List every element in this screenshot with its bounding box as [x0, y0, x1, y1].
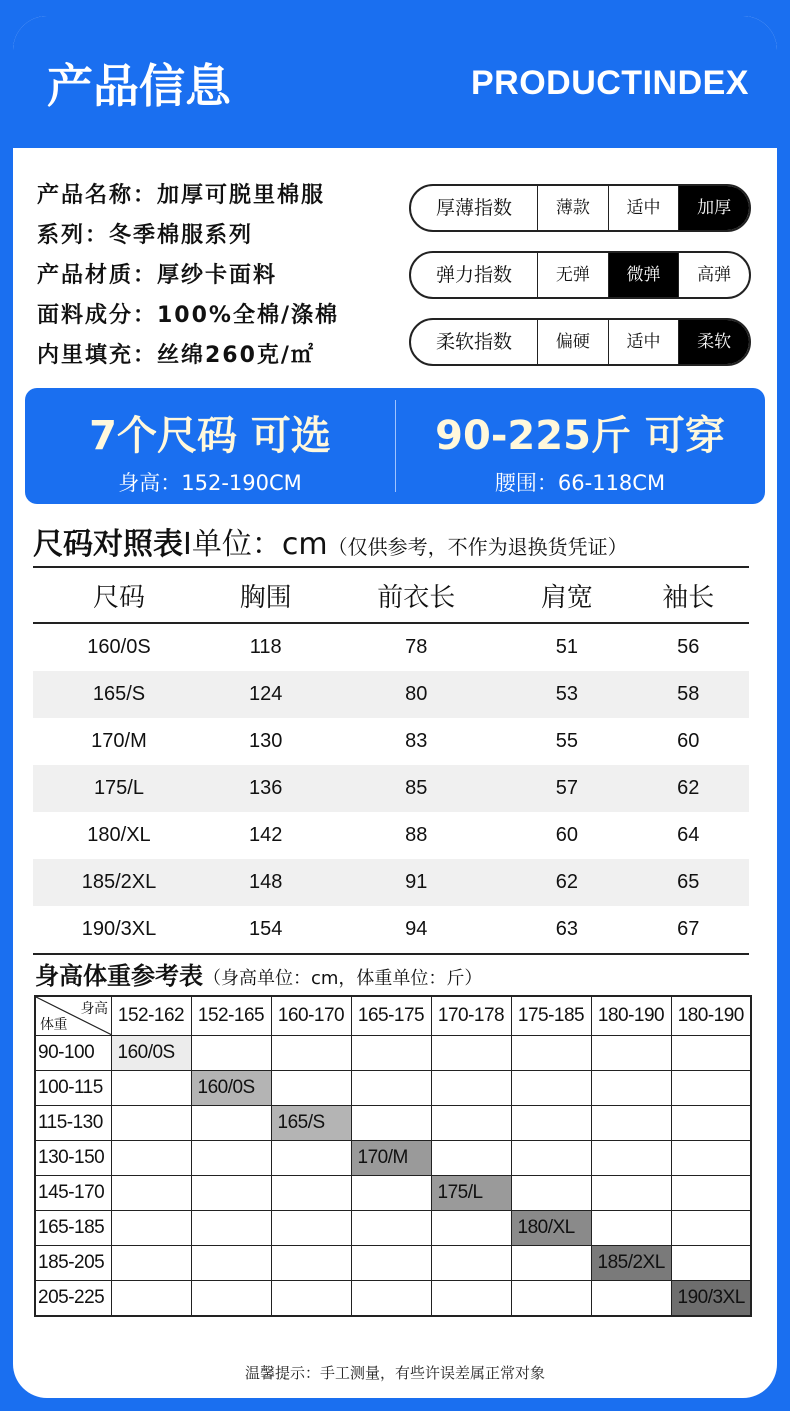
- size-cell: 190/3XL: [671, 1281, 751, 1317]
- empty-cell: [271, 1141, 351, 1176]
- thickness-index: [409, 184, 751, 232]
- empty-cell: [111, 1211, 191, 1246]
- table-cell: 53: [506, 671, 627, 718]
- empty-cell: [591, 1141, 671, 1176]
- table-row: [35, 1036, 751, 1071]
- empty-cell: [111, 1071, 191, 1106]
- table-cell: 124: [205, 671, 326, 718]
- column-header: 肩宽: [506, 567, 627, 623]
- reference-chart-title: [35, 956, 482, 991]
- size-cell: 165/S: [271, 1106, 351, 1141]
- size-cell: 185/2XL: [591, 1246, 671, 1281]
- height-header: 175-185: [511, 996, 591, 1036]
- header-bar: [13, 16, 777, 148]
- table-row: [33, 812, 749, 859]
- empty-cell: [191, 1211, 271, 1246]
- corner-weight-label: 体重: [40, 1016, 67, 1032]
- info-series: 系列：冬季棉服系列: [37, 223, 254, 248]
- weight-header: 165-185: [35, 1211, 111, 1246]
- size-cell: 160/0S: [191, 1071, 271, 1106]
- info-filling: 内里填充：丝绵260克/㎡: [37, 343, 315, 368]
- empty-cell: [591, 1036, 671, 1071]
- empty-cell: [111, 1176, 191, 1211]
- table-cell: 58: [628, 671, 749, 718]
- table-row: [35, 1246, 751, 1281]
- table-row: [35, 1281, 751, 1317]
- index-option-selected: 柔软: [679, 320, 749, 364]
- empty-cell: [191, 1036, 271, 1071]
- table-cell: 62: [506, 859, 627, 906]
- size-table: [33, 566, 749, 955]
- empty-cell: [511, 1246, 591, 1281]
- empty-cell: [511, 1141, 591, 1176]
- index-option: 高弹: [697, 265, 732, 285]
- index-label: 柔软指数: [411, 320, 538, 364]
- table-row: [35, 1071, 751, 1106]
- size-chart-note: （仅供参考，不作为退换货凭证）: [327, 535, 628, 559]
- product-card: [13, 16, 777, 1398]
- height-weight-table: [34, 995, 752, 1317]
- empty-cell: [671, 1106, 751, 1141]
- size-cell: 160/0S: [111, 1036, 191, 1071]
- index-label: 厚薄指数: [411, 186, 538, 230]
- empty-cell: [431, 1246, 511, 1281]
- weight-header: 130-150: [35, 1141, 111, 1176]
- empty-cell: [671, 1141, 751, 1176]
- table-cell: 65: [628, 859, 749, 906]
- empty-cell: [271, 1246, 351, 1281]
- table-row: [35, 1176, 751, 1211]
- empty-cell: [511, 1176, 591, 1211]
- empty-cell: [351, 1106, 431, 1141]
- empty-cell: [191, 1141, 271, 1176]
- empty-cell: [271, 1071, 351, 1106]
- empty-cell: [431, 1036, 511, 1071]
- index-option: 偏硬: [538, 320, 609, 364]
- banner-sizes: [25, 388, 395, 504]
- info-product-name: 产品名称：加厚可脱里棉服: [37, 183, 326, 208]
- table-row: [33, 859, 749, 906]
- empty-cell: [111, 1281, 191, 1317]
- table-cell: 60: [677, 730, 700, 752]
- weight-header: 90-100: [35, 1036, 111, 1071]
- reference-chart-heading: 身高体重参考表: [35, 962, 203, 990]
- size-chart-separator: I: [183, 527, 192, 562]
- empty-cell: [111, 1141, 191, 1176]
- table-cell: 78: [405, 636, 428, 658]
- empty-cell: [671, 1071, 751, 1106]
- empty-cell: [271, 1281, 351, 1317]
- index-option-selected: 微弹: [609, 253, 680, 297]
- size-cell: 175/L: [431, 1176, 511, 1211]
- height-header: 170-178: [431, 996, 511, 1036]
- size-table-header-row: [33, 567, 749, 623]
- table-cell: 185/2XL: [33, 859, 205, 906]
- empty-cell: [671, 1036, 751, 1071]
- banner-weights: [395, 388, 765, 504]
- empty-cell: [271, 1036, 351, 1071]
- empty-cell: [271, 1211, 351, 1246]
- table-cell: 80: [326, 671, 506, 718]
- product-info-list: [37, 176, 339, 376]
- table-cell: 51: [555, 636, 578, 658]
- empty-cell: [671, 1211, 751, 1246]
- empty-cell: [351, 1036, 431, 1071]
- table-cell: 175/L: [33, 765, 205, 812]
- size-cell: 170/M: [351, 1141, 431, 1176]
- table-cell: 180/XL: [87, 824, 151, 846]
- header-title-en: PRODUCTINDEX: [470, 64, 749, 102]
- table-cell: 136: [205, 765, 326, 812]
- empty-cell: [351, 1246, 431, 1281]
- reference-chart-note: （身高单位：cm，体重单位：斤）: [203, 968, 483, 989]
- table-row: [33, 671, 749, 718]
- table-cell: 57: [506, 765, 627, 812]
- empty-cell: [111, 1106, 191, 1141]
- empty-cell: [111, 1246, 191, 1281]
- empty-cell: [671, 1246, 751, 1281]
- empty-cell: [351, 1071, 431, 1106]
- table-row: [35, 1106, 751, 1141]
- index-option: 适中: [609, 186, 680, 230]
- column-header: 胸围: [205, 567, 326, 623]
- empty-cell: [431, 1141, 511, 1176]
- empty-cell: [511, 1036, 591, 1071]
- table-cell: 165/S: [33, 671, 205, 718]
- empty-cell: [591, 1176, 671, 1211]
- table-cell: 130: [248, 730, 283, 752]
- empty-cell: [511, 1071, 591, 1106]
- height-header: 165-175: [351, 996, 431, 1036]
- empty-cell: [591, 1071, 671, 1106]
- table-cell: 63: [555, 918, 578, 940]
- table-row: [33, 906, 749, 954]
- weight-header: 185-205: [35, 1246, 111, 1281]
- empty-cell: [431, 1281, 511, 1317]
- weight-header: 115-130: [35, 1106, 111, 1141]
- empty-cell: [671, 1176, 751, 1211]
- empty-cell: [191, 1246, 271, 1281]
- table-cell: 91: [326, 859, 506, 906]
- table-cell: 85: [326, 765, 506, 812]
- info-composition: 面料成分：100%全棉/涤棉: [37, 303, 340, 328]
- table-cell: 154: [248, 918, 283, 940]
- empty-cell: [511, 1106, 591, 1141]
- table-cell: 142: [248, 824, 283, 846]
- size-chart-heading: 尺码对照表: [33, 527, 183, 562]
- height-header: 160-170: [271, 996, 351, 1036]
- weight-header: 100-115: [35, 1071, 111, 1106]
- table-cell: 94: [405, 918, 428, 940]
- empty-cell: [351, 1176, 431, 1211]
- table-row: [33, 718, 749, 765]
- column-header: 前衣长: [326, 567, 506, 623]
- banner-sizes-headline: 7个尺码 可选: [89, 413, 331, 459]
- size-chart-unit: 单位：cm: [191, 527, 328, 562]
- corner-cell: [35, 996, 111, 1036]
- corner-height-label: 身高: [80, 1000, 108, 1016]
- empty-cell: [191, 1281, 271, 1317]
- size-cell: 180/XL: [511, 1211, 591, 1246]
- size-chart-title: [33, 519, 628, 563]
- table-cell: 83: [405, 730, 428, 752]
- banner-waist-range: 腰围：66-118CM: [494, 471, 666, 495]
- index-option: 无弹: [538, 253, 609, 297]
- table-cell: 170/M: [91, 730, 147, 752]
- table-row: [35, 1211, 751, 1246]
- empty-cell: [591, 1211, 671, 1246]
- banner-weight-headline: 90-225斤 可穿: [435, 413, 725, 459]
- empty-cell: [351, 1211, 431, 1246]
- size-range-banner: [25, 388, 765, 504]
- empty-cell: [431, 1071, 511, 1106]
- table-row: [35, 1141, 751, 1176]
- table-cell: 62: [628, 765, 749, 812]
- empty-cell: [351, 1281, 431, 1317]
- table-cell: 64: [677, 824, 700, 846]
- empty-cell: [431, 1106, 511, 1141]
- height-header: 180-190: [591, 996, 671, 1036]
- empty-cell: [591, 1281, 671, 1317]
- table-cell: 67: [677, 918, 700, 940]
- table-cell: 160/0S: [87, 636, 151, 658]
- index-label: 弹力指数: [411, 253, 538, 297]
- index-option: 适中: [609, 320, 680, 364]
- table-cell: 190/3XL: [81, 918, 157, 940]
- height-header: 152-165: [191, 996, 271, 1036]
- table-cell: 118: [249, 636, 282, 658]
- empty-cell: [511, 1281, 591, 1317]
- info-material: 产品材质：厚纱卡面料: [37, 263, 278, 288]
- footer-tip: 温馨提示：手工测量，有些许误差属正常对象: [244, 1364, 545, 1382]
- weight-header: 145-170: [35, 1176, 111, 1211]
- banner-height-range: 身高：152-190CM: [118, 471, 302, 495]
- table-cell: 60: [555, 824, 578, 846]
- empty-cell: [591, 1106, 671, 1141]
- column-header: 尺码: [33, 567, 205, 623]
- column-header: 袖长: [628, 567, 749, 623]
- index-option-selected: 加厚: [679, 186, 749, 230]
- table-cell: 148: [205, 859, 326, 906]
- elasticity-index: [409, 251, 751, 299]
- height-header: 152-162: [111, 996, 191, 1036]
- empty-cell: [271, 1176, 351, 1211]
- height-header-row: [35, 996, 751, 1036]
- table-row: [33, 623, 749, 671]
- index-option: 薄款: [538, 186, 609, 230]
- table-cell: 88: [405, 824, 428, 846]
- table-cell: 56: [677, 636, 700, 658]
- empty-cell: [431, 1211, 511, 1246]
- empty-cell: [191, 1176, 271, 1211]
- softness-index: [409, 318, 751, 366]
- table-row: [33, 765, 749, 812]
- height-header: 180-190: [671, 996, 751, 1036]
- header-title-cn: 产品信息: [47, 59, 231, 113]
- empty-cell: [191, 1106, 271, 1141]
- weight-header: 205-225: [35, 1281, 111, 1317]
- table-cell: 55: [555, 730, 578, 752]
